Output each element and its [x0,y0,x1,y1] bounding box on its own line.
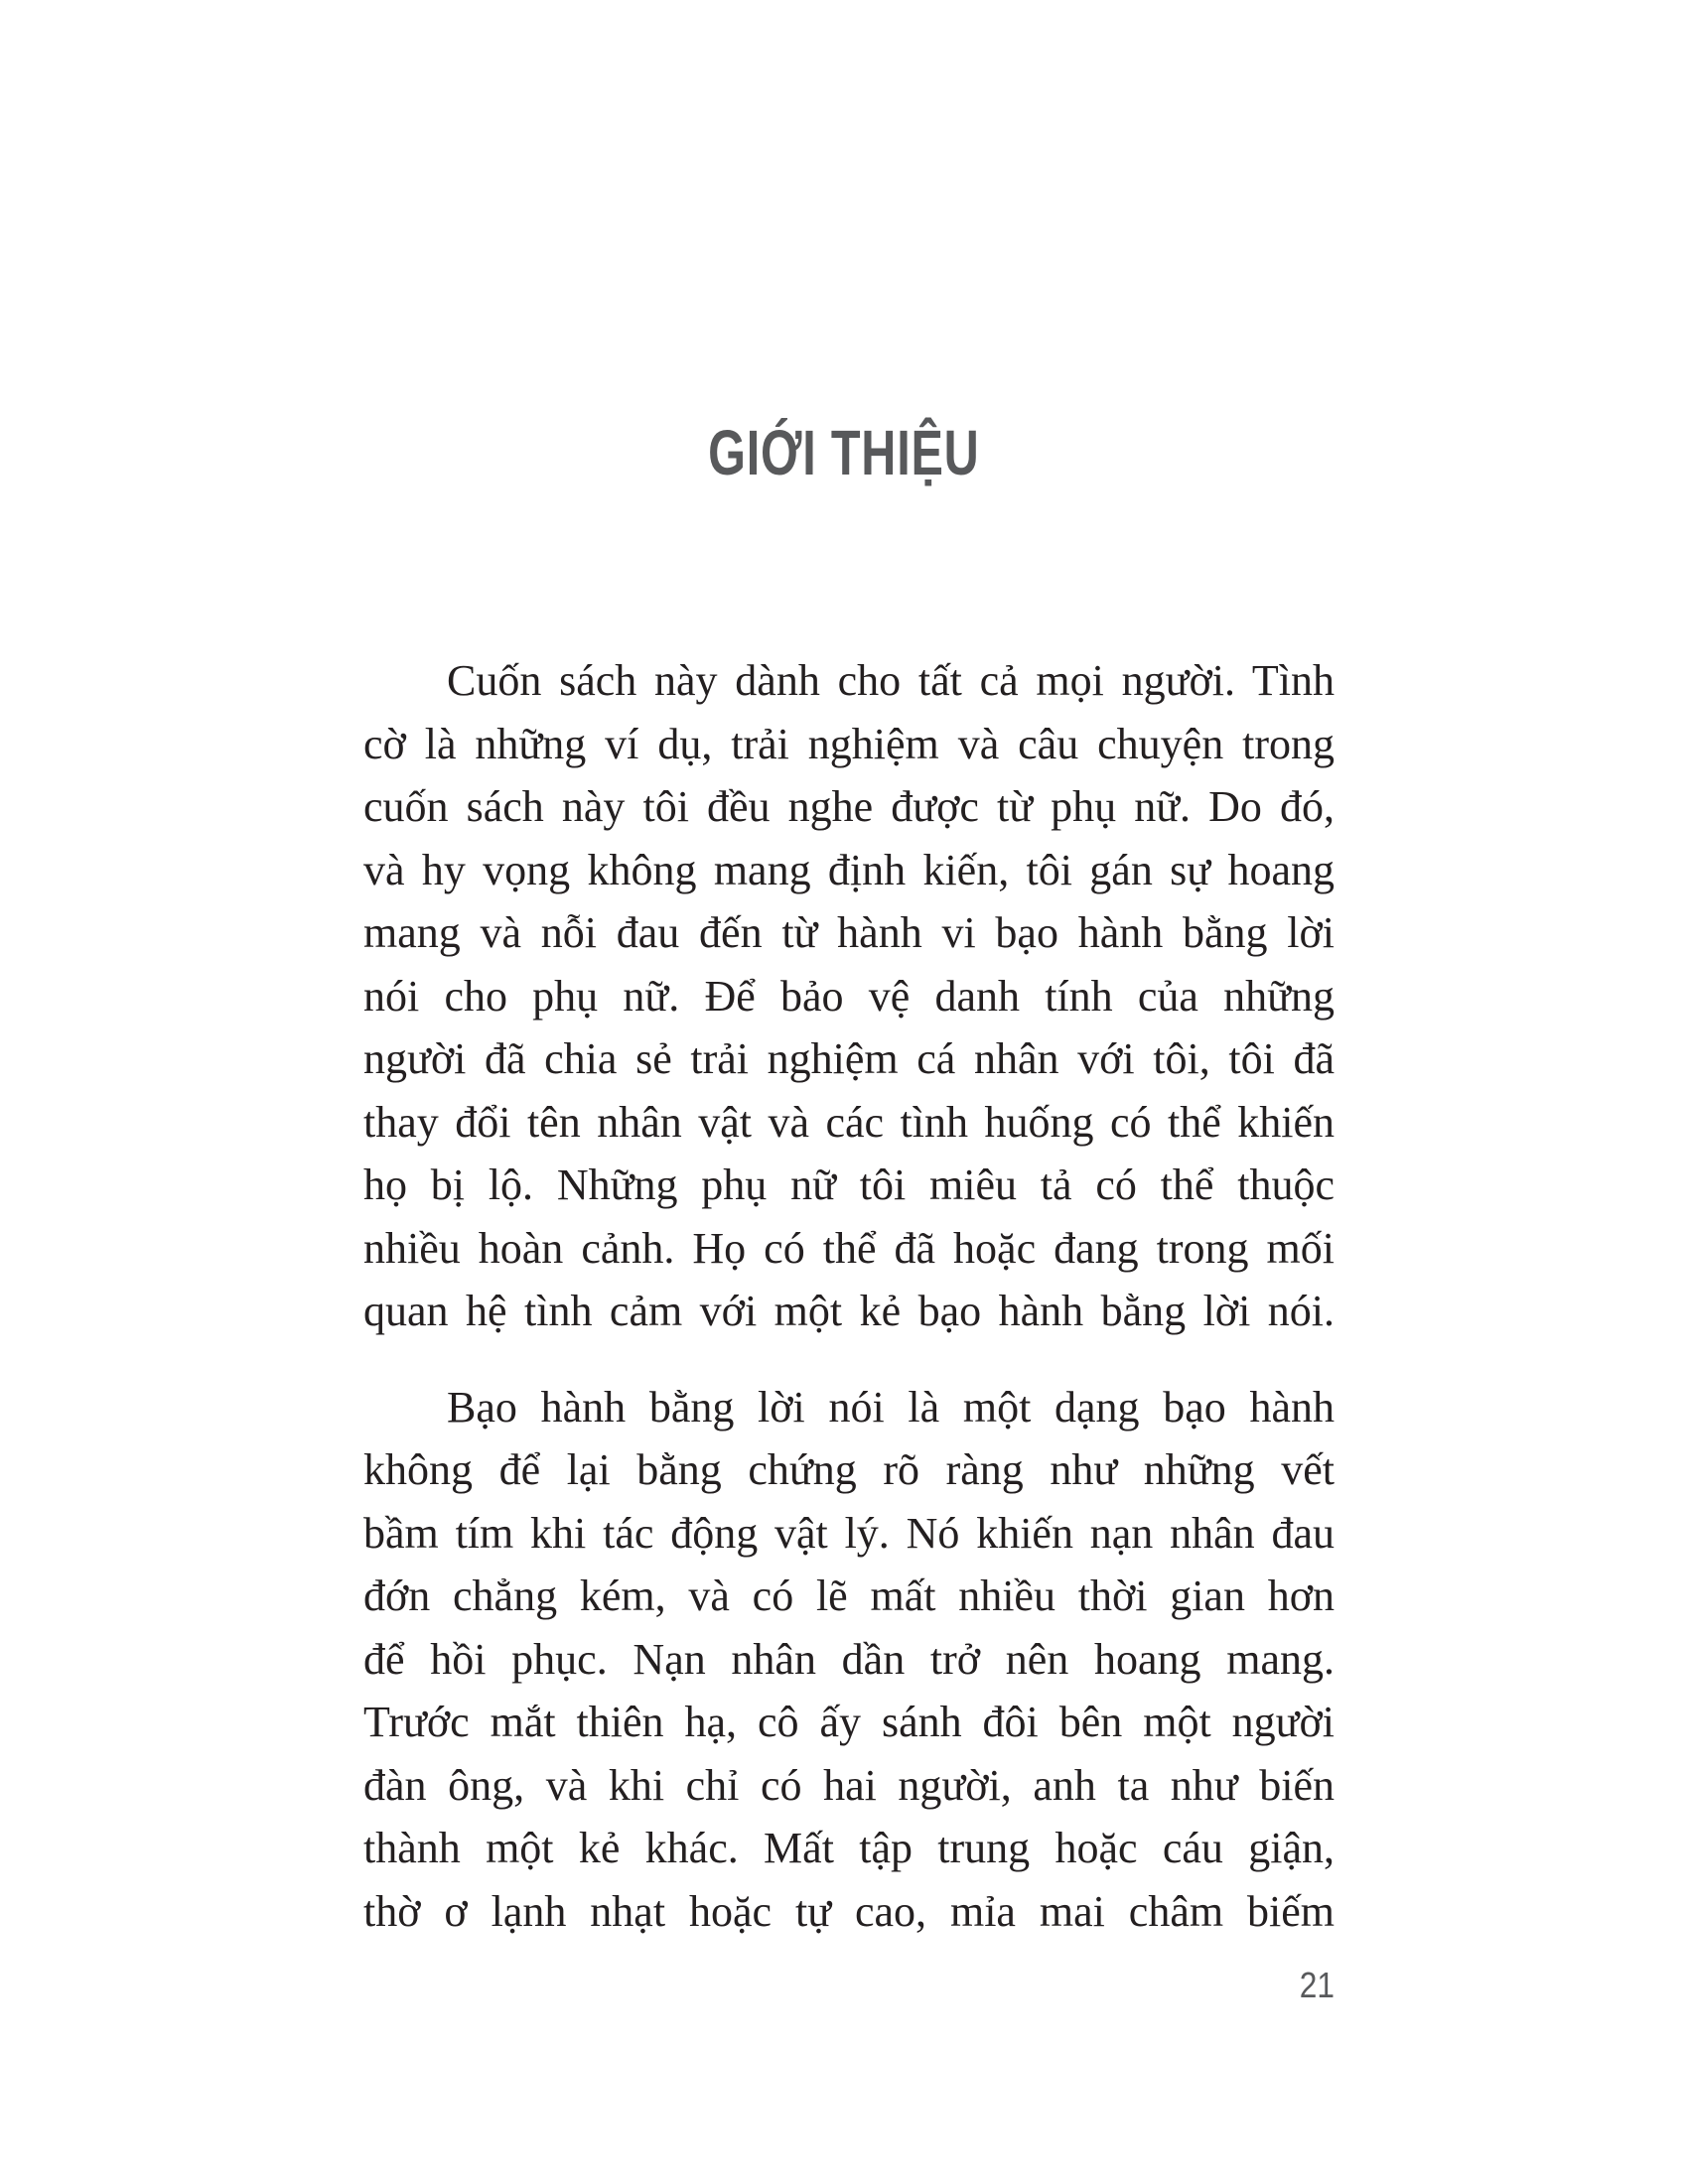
chapter-title [0,417,1688,488]
text-line: Trước mắt thiên hạ, cô ấy sánh đôi bên một người [363,1698,1335,1746]
text-line: cuốn sách này tôi đều nghe được từ phụ nữ. Do đó, [363,782,1335,831]
text-line: cờ là những ví dụ, trải nghiệm và câu chuyện trong [363,719,1335,768]
text-line: đàn ông, và khi chỉ có hai người, anh ta như biến [363,1760,1335,1810]
text-line: mang và nỗi đau đến từ hành vi bạo hành bằng lời [363,908,1335,957]
text-line: Bạo hành bằng lời nói là một dạng bạo hành [447,1382,1335,1432]
text-line: đớn chẳng kém, và có lẽ mất nhiều thời gian hơn [363,1571,1335,1620]
text-line: để hồi phục. Nạn nhân dần trở nên hoang mang. [363,1634,1335,1684]
text-line: và hy vọng không mang định kiến, tôi gán sự hoang [363,845,1335,894]
text-line: nói cho phụ nữ. Để bảo vệ danh tính của những [363,971,1335,1021]
text-line: thờ ơ lạnh nhạt hoặc tự cao, mỉa mai châm biếm [363,1886,1335,1936]
page-number [1295,1965,1335,2005]
text-line: họ bị lộ. Những phụ nữ tôi miêu tả có thể thuộc [363,1160,1335,1209]
text-line: bầm tím khi tác động vật lý. Nó khiến nạn nhân đau [363,1508,1335,1558]
text-line: quan hệ tình cảm với một kẻ bạo hành bằng lời nói. [363,1287,1335,1335]
paragraph [363,1376,1335,1944]
text-line: thay đổi tên nhân vật và các tình huống có thể khiến [363,1097,1335,1147]
text-line: Cuốn sách này dành cho tất cả mọi người. Tình [447,656,1335,705]
page-number-text: 21 [1299,1965,1335,2005]
text-line: nhiều hoàn cảnh. Họ có thể đã hoặc đang trong mối [363,1223,1335,1273]
text-line: người đã chia sẻ trải nghiệm cá nhân với tôi, tôi đã [363,1034,1335,1083]
text-line: thành một kẻ khác. Mất tập trung hoặc cáu giận, [363,1824,1335,1872]
paragraph [363,649,1335,1343]
chapter-title-text: GIỚI THIỆU [708,417,980,488]
body-text [363,649,1335,1943]
text-line: không để lại bằng chứng rõ ràng như những vết [363,1445,1335,1494]
